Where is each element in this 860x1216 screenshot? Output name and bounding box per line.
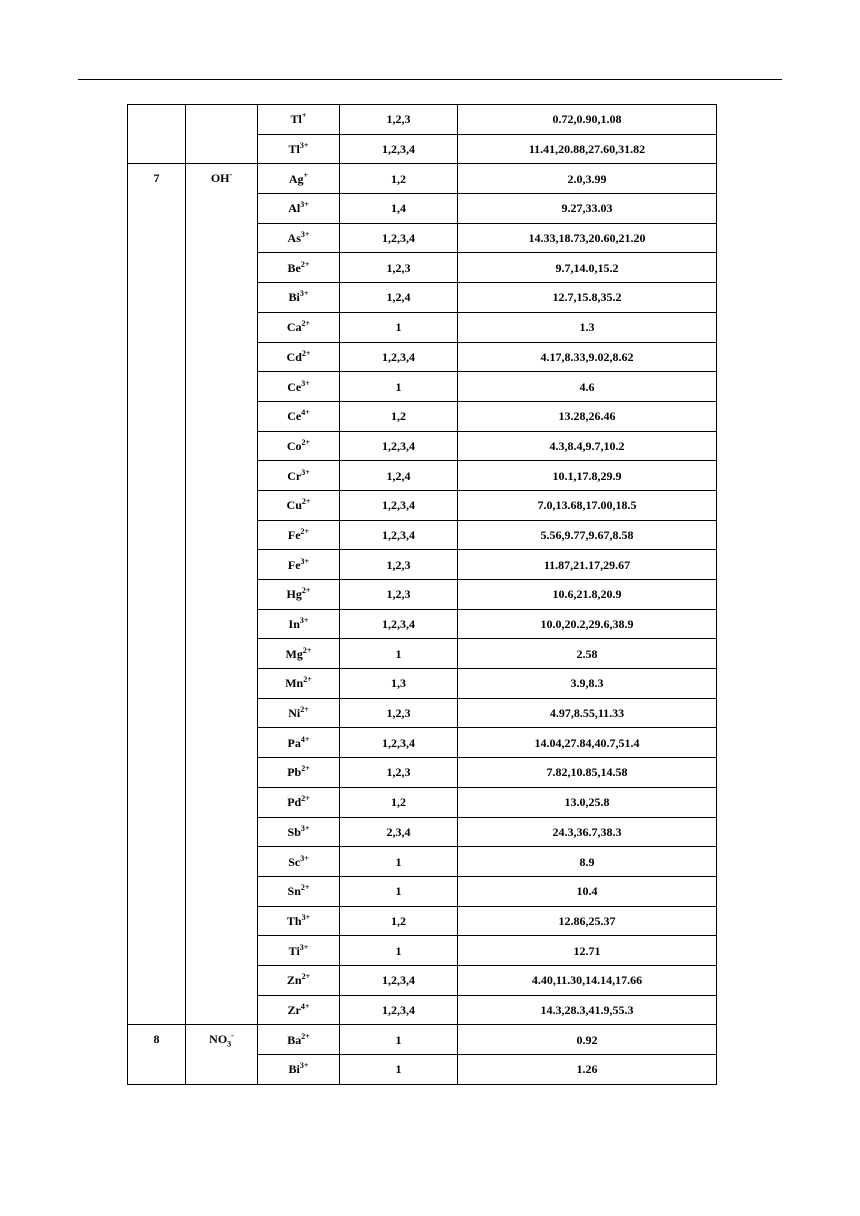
metal-ion-charge: 3+ (300, 823, 310, 833)
metal-ion-cell (258, 698, 340, 728)
log-beta-cell: 14.3,28.3,41.9,55.3 (458, 995, 717, 1025)
steps-cell: 1 (340, 1055, 458, 1085)
steps-cell: 1,2,3,4 (340, 995, 458, 1025)
metal-ion-symbol: Hg (286, 587, 302, 602)
group-number-cell: 7 (128, 164, 186, 1025)
metal-ion-symbol: Cu (286, 498, 302, 513)
steps-cell: 1 (340, 372, 458, 402)
metal-ion-charge: + (303, 170, 309, 180)
metal-ion-charge: 3+ (301, 378, 310, 388)
ligand-charge: - (229, 170, 233, 180)
metal-ion-symbol: Tl (290, 112, 302, 127)
metal-ion-cell (258, 401, 340, 431)
metal-ion-symbol: Be (287, 260, 301, 275)
log-beta-cell: 7.82,10.85,14.58 (458, 758, 717, 788)
log-beta-cell: 11.41,20.88,27.60,31.82 (458, 134, 717, 164)
log-beta-cell: 1.3 (458, 312, 717, 342)
metal-ion-charge: 2+ (301, 586, 311, 596)
steps-cell: 2,3,4 (340, 817, 458, 847)
metal-ion-cell (258, 461, 340, 491)
metal-ion-symbol: Zr (287, 1002, 301, 1017)
metal-ion-cell (258, 105, 340, 135)
metal-ion-cell (258, 520, 340, 550)
ligand-charge: - (231, 1031, 234, 1041)
metal-ion-charge: 3+ (299, 1061, 309, 1071)
metal-ion-charge: 3+ (301, 912, 311, 922)
metal-ion-charge: 2+ (301, 764, 310, 774)
metal-ion-symbol: In (288, 617, 300, 632)
steps-cell: 1,2,3,4 (340, 520, 458, 550)
metal-ion-symbol: Mn (285, 676, 304, 691)
steps-cell: 1,2,3 (340, 105, 458, 135)
log-beta-cell: 8.9 (458, 847, 717, 877)
metal-ion-cell (258, 372, 340, 402)
metal-ion-symbol: Th (286, 913, 302, 928)
metal-ion-cell (258, 758, 340, 788)
steps-cell: 1,2 (340, 787, 458, 817)
metal-ion-symbol: Ca (286, 320, 302, 335)
metal-ion-charge: 3+ (299, 942, 309, 952)
metal-ion-symbol: Sb (287, 824, 301, 839)
metal-ion-cell (258, 134, 340, 164)
steps-cell: 1 (340, 1025, 458, 1055)
ligand-cell (186, 105, 258, 164)
log-beta-cell: 4.3,8.4,9.7,10.2 (458, 431, 717, 461)
metal-ion-charge: 2+ (300, 883, 310, 893)
log-beta-cell: 0.92 (458, 1025, 717, 1055)
group-number-cell (128, 105, 186, 164)
metal-ion-cell (258, 312, 340, 342)
metal-ion-cell (258, 342, 340, 372)
metal-ion-cell (258, 995, 340, 1025)
steps-cell: 1,2,3,4 (340, 490, 458, 520)
metal-ion-cell (258, 283, 340, 313)
steps-cell: 1,2,3 (340, 550, 458, 580)
metal-ion-cell (258, 431, 340, 461)
metal-ion-charge: 3+ (299, 616, 309, 626)
metal-ion-symbol: Ag (288, 171, 304, 186)
metal-ion-cell (258, 639, 340, 669)
metal-ion-symbol: Bi (288, 290, 300, 305)
table-body (128, 105, 717, 1085)
log-beta-cell: 1.26 (458, 1055, 717, 1085)
metal-ion-symbol: Tl (288, 142, 300, 157)
log-beta-cell: 4.6 (458, 372, 717, 402)
log-beta-cell: 24.3,36.7,38.3 (458, 817, 717, 847)
log-beta-cell: 4.97,8.55,11.33 (458, 698, 717, 728)
log-beta-cell: 13.0,25.8 (458, 787, 717, 817)
metal-ion-charge: 2+ (300, 705, 309, 715)
metal-ion-cell (258, 787, 340, 817)
metal-ion-charge: 4+ (301, 408, 310, 418)
log-beta-cell: 12.86,25.37 (458, 906, 717, 936)
metal-ion-charge: 4+ (300, 734, 310, 744)
steps-cell: 1,2,3,4 (340, 342, 458, 372)
metal-ion-charge: 2+ (303, 675, 312, 685)
table-row (128, 1025, 717, 1055)
metal-ion-symbol: Pd (287, 795, 302, 810)
stability-constants-table (127, 104, 717, 1085)
ligand-cell (186, 1025, 258, 1084)
metal-ion-cell (258, 728, 340, 758)
steps-cell: 1 (340, 876, 458, 906)
group-number-cell: 8 (128, 1025, 186, 1084)
steps-cell: 1 (340, 312, 458, 342)
log-beta-cell: 0.72,0.90,1.08 (458, 105, 717, 135)
table-row (128, 164, 717, 194)
log-beta-cell: 4.40,11.30,14.14,17.66 (458, 965, 717, 995)
table-row (128, 105, 717, 135)
metal-ion-symbol: Ce (287, 409, 302, 424)
steps-cell: 1,2,3,4 (340, 609, 458, 639)
steps-cell: 1,2,3,4 (340, 965, 458, 995)
log-beta-cell: 4.17,8.33,9.02,8.62 (458, 342, 717, 372)
metal-ion-symbol: Ba (287, 1032, 302, 1047)
metal-ion-symbol: Ce (287, 379, 302, 394)
log-beta-cell: 3.9,8.3 (458, 669, 717, 699)
steps-cell: 1,2 (340, 164, 458, 194)
metal-ion-charge: 2+ (300, 259, 310, 269)
log-beta-cell: 10.1,17.8,29.9 (458, 461, 717, 491)
metal-ion-charge: 2+ (301, 1031, 310, 1041)
metal-ion-symbol: Ti (288, 943, 300, 958)
metal-ion-cell (258, 936, 340, 966)
steps-cell: 1,2,3,4 (340, 728, 458, 758)
steps-cell: 1,2 (340, 906, 458, 936)
log-beta-cell: 12.7,15.8,35.2 (458, 283, 717, 313)
metal-ion-charge: + (301, 111, 307, 121)
log-beta-cell: 9.27,33.03 (458, 194, 717, 224)
log-beta-cell: 14.04,27.84,40.7,51.4 (458, 728, 717, 758)
log-beta-cell: 10.0,20.2,29.6,38.9 (458, 609, 717, 639)
steps-cell: 1,2,4 (340, 283, 458, 313)
metal-ion-cell (258, 223, 340, 253)
metal-ion-cell (258, 669, 340, 699)
metal-ion-charge: 2+ (301, 437, 311, 447)
metal-ion-cell (258, 1025, 340, 1055)
steps-cell: 1,2,3 (340, 698, 458, 728)
metal-ion-cell (258, 490, 340, 520)
steps-cell: 1 (340, 936, 458, 966)
steps-cell: 1,2,4 (340, 461, 458, 491)
metal-ion-symbol: Sc (288, 854, 301, 869)
log-beta-cell: 9.7,14.0,15.2 (458, 253, 717, 283)
log-beta-cell: 2.58 (458, 639, 717, 669)
metal-ion-charge: 3+ (299, 141, 309, 151)
ligand-subscript: 3 (227, 1039, 232, 1049)
metal-ion-cell (258, 965, 340, 995)
metal-ion-charge: 2+ (301, 794, 310, 804)
metal-ion-cell (258, 876, 340, 906)
metal-ion-cell (258, 580, 340, 610)
metal-ion-cell (258, 817, 340, 847)
log-beta-cell: 10.4 (458, 876, 717, 906)
steps-cell: 1,2 (340, 401, 458, 431)
log-beta-cell: 12.71 (458, 936, 717, 966)
metal-ion-cell (258, 194, 340, 224)
metal-ion-symbol: Sn (287, 884, 301, 899)
metal-ion-charge: 4+ (300, 1001, 310, 1011)
steps-cell: 1,4 (340, 194, 458, 224)
steps-cell: 1,2,3,4 (340, 223, 458, 253)
metal-ion-charge: 2+ (301, 319, 311, 329)
steps-cell: 1 (340, 847, 458, 877)
metal-ion-symbol: Fe (287, 557, 301, 572)
steps-cell: 1,3 (340, 669, 458, 699)
metal-ion-cell (258, 164, 340, 194)
ligand-formula: OH (210, 171, 230, 186)
metal-ion-symbol: Ni (288, 706, 301, 721)
metal-ion-symbol: Bi (288, 1062, 300, 1077)
metal-ion-symbol: Al (288, 201, 301, 216)
metal-ion-cell (258, 1055, 340, 1085)
metal-ion-symbol: Pb (287, 765, 302, 780)
metal-ion-charge: 3+ (300, 200, 309, 210)
metal-ion-charge: 3+ (299, 289, 309, 299)
metal-ion-cell (258, 253, 340, 283)
steps-cell: 1,2,3,4 (340, 134, 458, 164)
ligand-formula: NO (209, 1032, 228, 1047)
metal-ion-symbol: As (287, 231, 301, 246)
metal-ion-symbol: Fe (287, 527, 301, 542)
metal-ion-cell (258, 906, 340, 936)
steps-cell: 1,2,3 (340, 758, 458, 788)
metal-ion-charge: 3+ (300, 230, 310, 240)
log-beta-cell: 5.56,9.77,9.67,8.58 (458, 520, 717, 550)
metal-ion-symbol: Cd (286, 349, 302, 364)
metal-ion-symbol: Cr (287, 468, 302, 483)
steps-cell: 1,2,3 (340, 253, 458, 283)
metal-ion-cell (258, 609, 340, 639)
metal-ion-symbol: Mg (285, 646, 303, 661)
metal-ion-charge: 3+ (301, 467, 310, 477)
log-beta-cell: 2.0,3.99 (458, 164, 717, 194)
metal-ion-charge: 2+ (300, 526, 310, 536)
steps-cell: 1,2,3 (340, 580, 458, 610)
steps-cell: 1 (340, 639, 458, 669)
metal-ion-symbol: Co (286, 438, 302, 453)
metal-ion-charge: 2+ (301, 497, 311, 507)
steps-cell: 1,2,3,4 (340, 431, 458, 461)
metal-ion-cell (258, 550, 340, 580)
metal-ion-charge: 3+ (300, 556, 310, 566)
metal-ion-cell (258, 847, 340, 877)
metal-ion-charge: 2+ (301, 348, 311, 358)
metal-ion-symbol: Zn (286, 973, 302, 988)
ligand-cell (186, 164, 258, 1025)
metal-ion-charge: 2+ (302, 645, 312, 655)
metal-ion-symbol: Pa (287, 735, 301, 750)
log-beta-cell: 10.6,21.8,20.9 (458, 580, 717, 610)
metal-ion-charge: 2+ (301, 972, 311, 982)
log-beta-cell: 13.28,26.46 (458, 401, 717, 431)
log-beta-cell: 11.87,21.17,29.67 (458, 550, 717, 580)
header-rule (78, 79, 782, 80)
log-beta-cell: 14.33,18.73,20.60,21.20 (458, 223, 717, 253)
metal-ion-charge: 3+ (300, 853, 309, 863)
log-beta-cell: 7.0,13.68,17.00,18.5 (458, 490, 717, 520)
